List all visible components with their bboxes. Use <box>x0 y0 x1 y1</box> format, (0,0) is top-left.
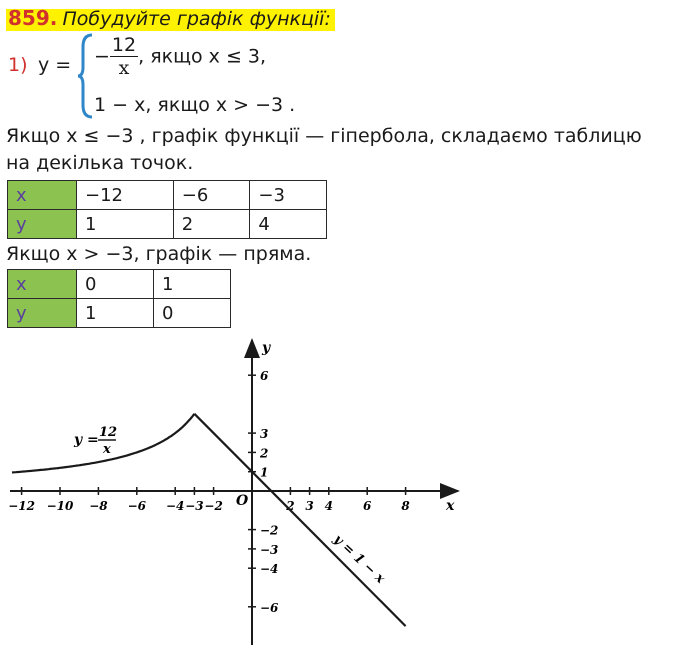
hyperbola-label-den: x <box>103 442 111 457</box>
y-tick-label: −6 <box>260 600 279 615</box>
item-number: 1) <box>8 54 28 76</box>
case1-minus: − <box>94 45 110 68</box>
table-row <box>8 270 231 299</box>
x-tick-label: −10 <box>46 499 74 513</box>
line-value-table <box>7 269 231 328</box>
hyperbola-label-num: 12 <box>99 425 118 440</box>
hyperbola-formula-label <box>73 425 117 457</box>
y-tick-label: 6 <box>260 369 269 384</box>
x-tick-label: −2 <box>204 499 223 513</box>
case1 <box>94 34 266 79</box>
function-graph <box>0 327 695 657</box>
problem-title: Побудуйте графік функції: <box>62 8 331 30</box>
x-tick-label: −8 <box>89 499 108 513</box>
case1-fraction <box>110 34 138 79</box>
y-axis-label: y <box>262 340 271 356</box>
hyperbola-value-table <box>7 180 327 239</box>
table-header-y: y <box>8 210 77 239</box>
problem-number: 859. <box>8 6 58 30</box>
x-tick-label: −12 <box>8 499 35 513</box>
table-cell: 1 <box>77 299 154 328</box>
table-cell: 1 <box>154 270 231 299</box>
x-tick-label: 6 <box>363 499 372 513</box>
case2: 1 − x, якщо x > −3 . <box>94 94 296 116</box>
table-cell: 2 <box>173 210 250 239</box>
table-row <box>8 181 327 210</box>
y-tick-label: −3 <box>260 542 279 557</box>
x-tick-label: 8 <box>401 499 410 513</box>
y-tick-label: 1 <box>260 465 269 480</box>
x-axis-label: x <box>446 498 455 514</box>
y-tick-label: 2 <box>260 446 269 461</box>
y-tick-label: −4 <box>260 562 279 577</box>
title-highlight <box>6 6 335 31</box>
x-tick-label: −4 <box>165 499 185 513</box>
table-row <box>8 299 231 328</box>
line-graph <box>194 414 405 626</box>
y-tick-label: 3 <box>260 427 269 442</box>
table-cell: 0 <box>154 299 231 328</box>
hyperbola-label-lhs: y = <box>74 432 99 448</box>
x-tick-label: 4 <box>324 499 333 513</box>
table-cell: −3 <box>250 181 327 210</box>
system-brace <box>76 33 96 119</box>
paragraph1-line2: на декілька точок. <box>6 152 194 174</box>
table-cell: 4 <box>250 210 327 239</box>
table-cell: −6 <box>173 181 250 210</box>
system-lhs: y = <box>38 54 72 76</box>
table-row <box>8 210 327 239</box>
table-header-x: x <box>8 270 77 299</box>
problem-header <box>6 6 335 30</box>
line-formula-label: y = 1 − x <box>330 531 388 587</box>
case1-numerator: 12 <box>111 34 137 56</box>
table-header-y: y <box>8 299 77 328</box>
x-tick-label: 2 <box>286 499 295 513</box>
origin-label: O <box>236 493 249 509</box>
x-tick-label: −3 <box>185 499 204 513</box>
table-cell: 1 <box>77 210 174 239</box>
table-header-x: x <box>8 181 77 210</box>
x-tick-label: 3 <box>305 499 314 513</box>
table-cell: 0 <box>77 270 154 299</box>
table-cell: −12 <box>77 181 174 210</box>
paragraph2: Якщо x > −3, графік — пряма. <box>6 243 312 265</box>
y-tick-label: −2 <box>260 523 279 538</box>
case1-condition: , якщо x ≤ 3, <box>138 45 267 68</box>
paragraph1-line1: Якщо x ≤ −3 , графік функції — гіпербола, складаємо таблицю <box>6 125 642 147</box>
x-tick-label: −6 <box>127 499 147 513</box>
case1-denominator: x <box>118 57 130 79</box>
